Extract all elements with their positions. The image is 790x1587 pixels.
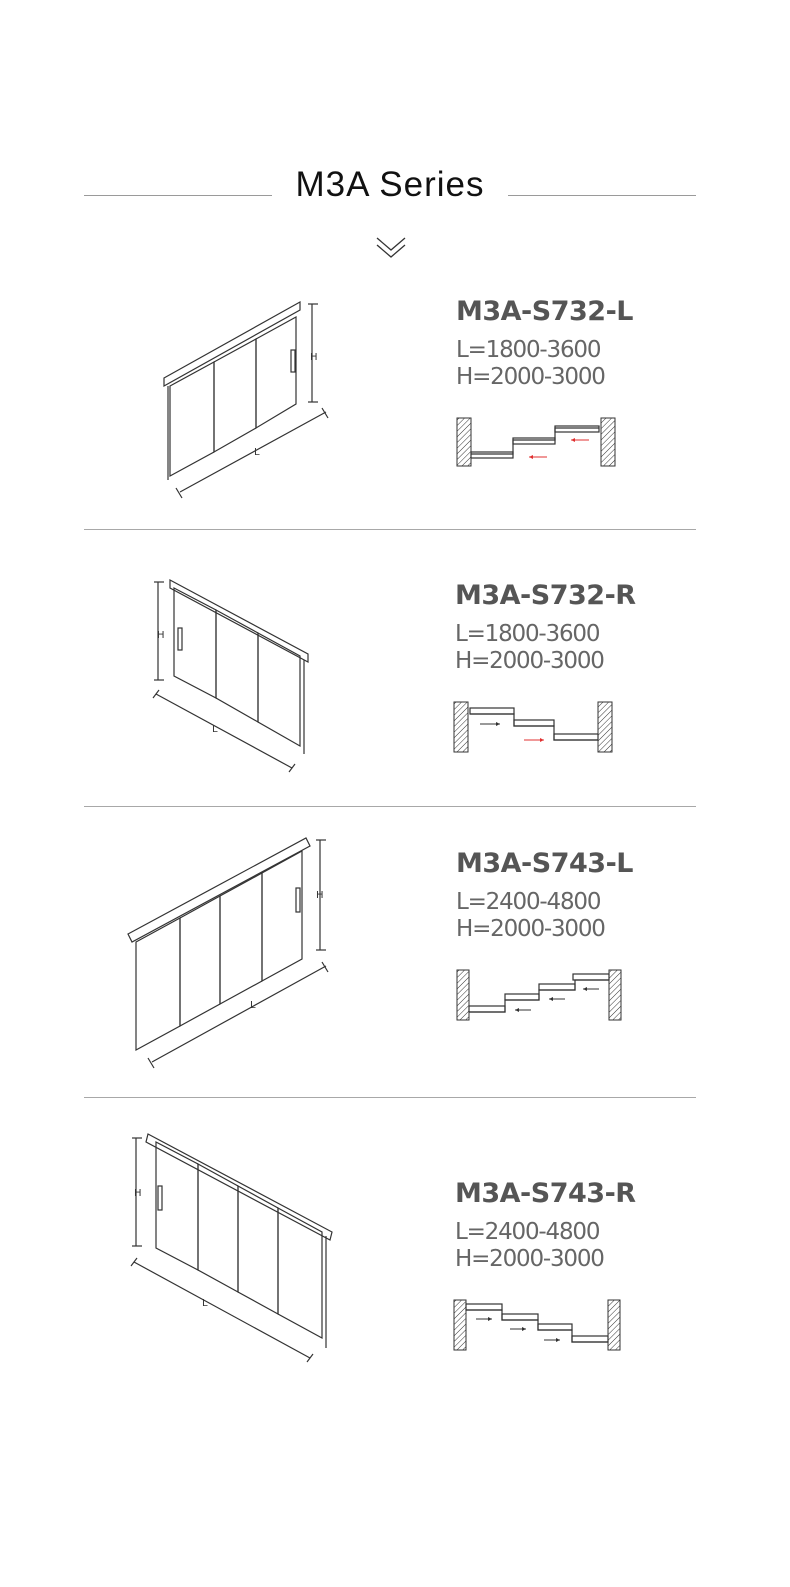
door-drawing [148,570,318,780]
length-range: L=2400-4800 [456,889,601,915]
track-plan-diagram [452,700,617,756]
height-label: H [316,890,324,901]
series-title: M3A Series [295,165,485,204]
product-card [0,830,790,1070]
door-drawing [122,830,342,1070]
header-divider-right [508,195,696,196]
height-label: H [157,630,165,641]
length-label: L [212,724,218,735]
double-chevron-down-icon [375,234,407,262]
height-range: H=2000-3000 [456,364,605,390]
product-info [455,580,636,675]
product-card [0,290,790,510]
model-name: M3A-S743-L [456,848,633,879]
length-label: L [250,1000,256,1011]
section-divider [84,806,696,807]
length-label: L [202,1298,208,1309]
track-plan-diagram [452,1298,624,1354]
track-plan-diagram [455,416,620,470]
section-divider [84,529,696,530]
model-name: M3A-S743-R [455,1178,636,1209]
height-label: H [310,352,318,363]
series-header [84,165,696,215]
model-name: M3A-S732-R [455,580,636,611]
track-plan-diagram [455,968,625,1024]
length-range: L=2400-4800 [455,1219,600,1245]
length-range: L=1800-3600 [456,337,601,363]
height-range: H=2000-3000 [456,916,605,942]
model-name: M3A-S732-L [456,296,633,327]
product-info [455,1178,636,1273]
height-range: H=2000-3000 [455,1246,604,1272]
product-card [0,1128,790,1378]
door-drawing [124,1128,344,1373]
height-range: H=2000-3000 [455,648,604,674]
product-card [0,570,790,790]
door-drawing [150,290,350,500]
product-info [456,296,633,391]
section-divider [84,1097,696,1098]
length-label: L [254,447,260,458]
height-label: H [134,1188,142,1199]
length-range: L=1800-3600 [455,621,600,647]
product-info [456,848,633,943]
